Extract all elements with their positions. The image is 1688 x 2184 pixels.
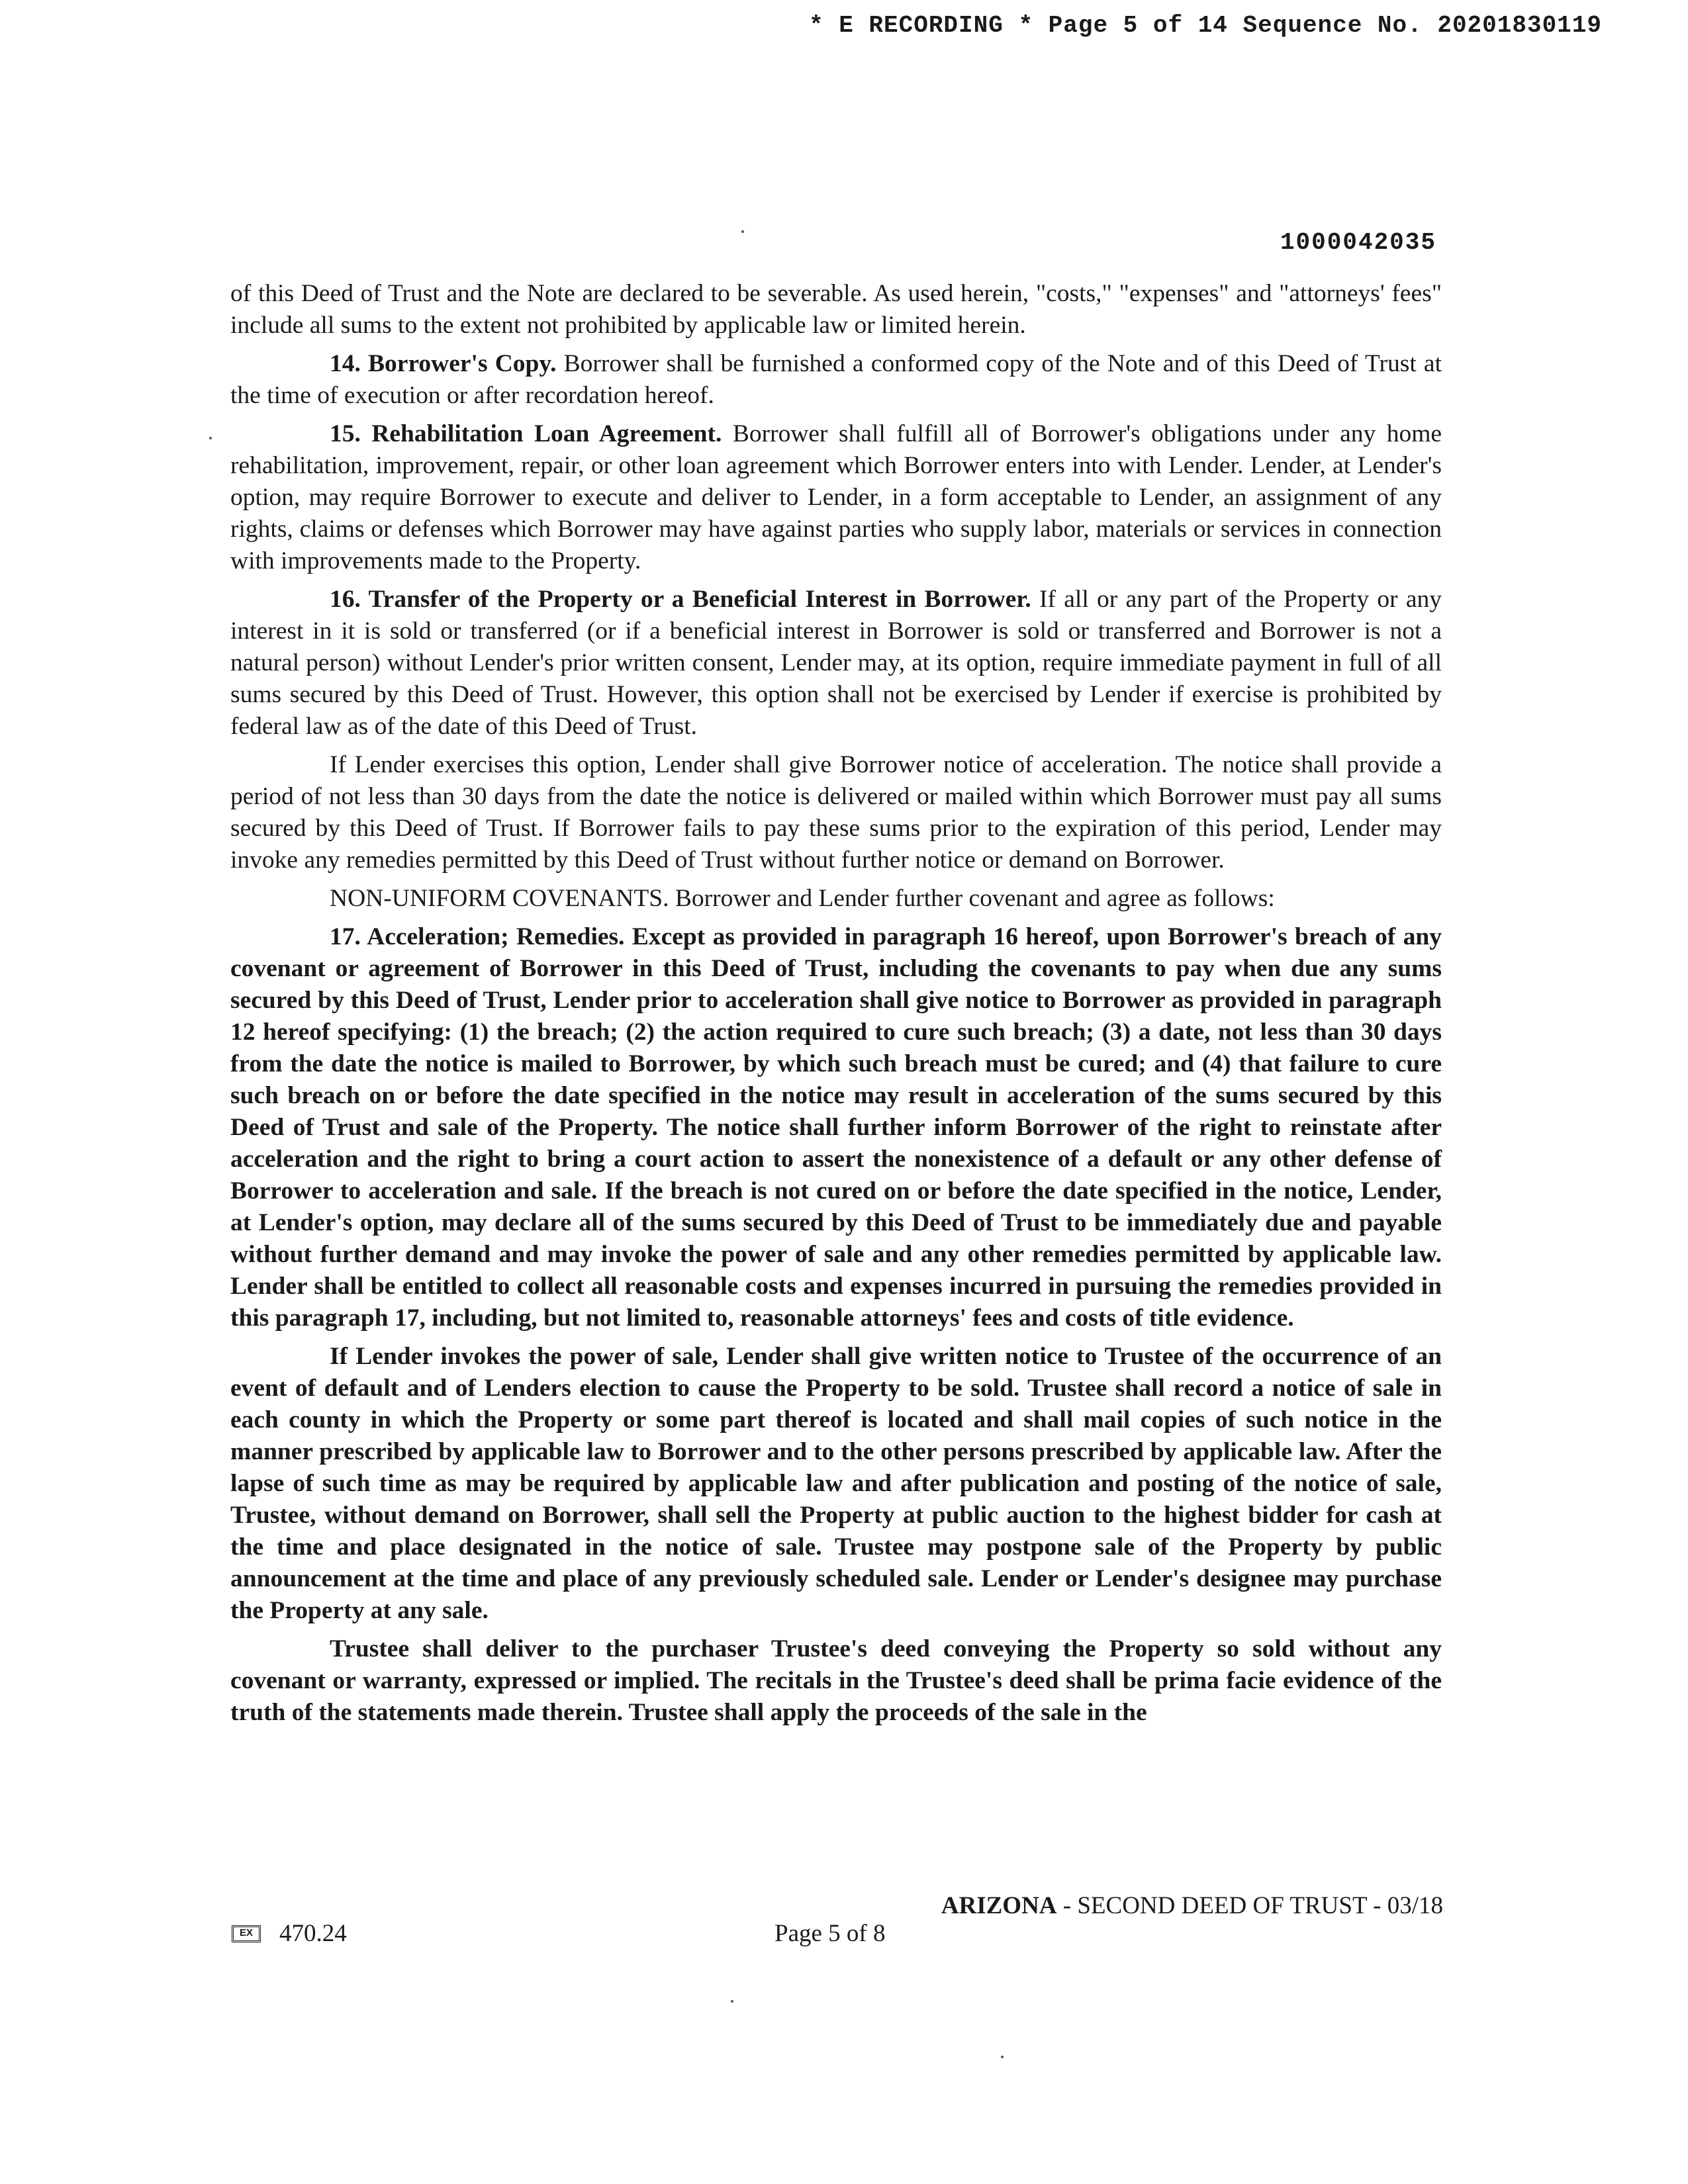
scan-speck (209, 437, 212, 439)
footer-form-number (232, 1919, 347, 1948)
section-15-text: Borrower shall fulfill all of Borrower's obligations under any home rehabilitation, improvement, repair, or other loan agreement which Borrower enters into with Lender. Lender, at Lender's option, may require Borrower to execute and deliver to Lender, in a form acceptable to Lender, an assignment of any rights, claims or defenses which Borrower may have against parties who supply labor, materials or services in connection with improvements made to the Property. (230, 420, 1442, 574)
severability-paragraph: of this Deed of Trust and the Note are declared to be severable. As used herein, "costs," "expenses" and "attorneys' fees" include all sums to the extent not prohibited by applicable law or limited herein. (230, 280, 1442, 339)
document-body (230, 278, 1442, 1735)
non-uniform-covenants: NON-UNIFORM COVENANTS. Borrower and Lender further covenant and agree as follows: (330, 885, 1275, 912)
footer-document-title (941, 1891, 1443, 1920)
form-number: 470.24 (279, 1920, 347, 1947)
section-16-acceleration: If Lender exercises this option, Lender shall give Borrower notice of acceleration. The notice shall provide a period of not less than 30 days from the date the notice is delivered or mailed within which Borrower must pay all sums secured by this Deed of Trust. If Borrower fails to pay these sums prior to the expiration of this period, Lender may invoke any remedies permitted by this Deed of Trust without further notice or demand on Borrower. (230, 751, 1442, 874)
footer-title-text: - SECOND DEED OF TRUST - 03/18 (1056, 1892, 1443, 1919)
section-17-trustee-deed: Trustee shall deliver to the purchaser Trustee's deed conveying the Property so sold without any covenant or warranty, expressed or implied. The recitals in the Trustee's deed shall be prima facie evidence of the truth of the statements made therein. Trustee shall apply the proceeds of the sale in the (230, 1635, 1442, 1726)
section-17-power-of-sale: If Lender invokes the power of sale, Lender shall give written notice to Trustee of the occurrence of an event of default and of Lenders election to cause the Property to be sold. Trustee shall record a notice of sale in each county in which the Property or some part thereof is located and shall mail copies of such notice in the manner prescribed by applicable law to Borrower and to the other persons prescribed by applicable law. After the lapse of such time as may be required by applicable law and after publication and posting of the notice of sale, Trustee, without demand on Borrower, shall sell the Property at public auction to the highest bidder for cash at the time and place designated in the notice of sale. Trustee may postpone sale of the Property by public announcement at the time and place of any previously scheduled sale. Lender or Lender's designee may purchase the Property at any sale. (230, 1343, 1442, 1624)
form-icon: EX (232, 1925, 261, 1942)
section-16-text: If all or any part of the Property or any interest in it is sold or transferred (or if a beneficial interest in Borrower is sold or transferred and Borrower is not a natural person) without Lender's prior written consent, Lender may, at its option, require immediate payment in full of all sums secured by this Deed of Trust. However, this option shall not be exercised by Lender if exercise is prohibited by federal law as of the date of this Deed of Trust. (230, 586, 1442, 740)
section-16-heading: 16. Transfer of the Property or a Beneficial Interest in Borrower. (330, 586, 1031, 613)
scan-speck (731, 2000, 733, 2003)
loan-number: 1000042035 (1280, 229, 1436, 256)
section-14 (230, 348, 1442, 412)
section-14-text: Borrower shall be furnished a conformed copy of the Note and of this Deed of Trust at the time of execution or after recordation hereof. (230, 350, 1442, 409)
section-16 (230, 584, 1442, 743)
section-17: 17. Acceleration; Remedies. Except as provided in paragraph 16 hereof, upon Borrower's breach of any covenant or agreement of Borrower in this Deed of Trust, including the covenants to pay when due any sums secured by this Deed of Trust, Lender prior to acceleration shall give notice to Borrower as provided in paragraph 12 hereof specifying: (1) the breach; (2) the action required to cure such breach; (3) a date, not less than 30 days from the date the notice is mailed to Borrower, by which such breach must be cured; and (4) that failure to cure such breach on or before the date specified in the notice may result in acceleration of the sums secured by this Deed of Trust and sale of the Property. The notice shall further inform Borrower of the right to reinstate after acceleration and the right to bring a court action to assert the nonexistence of a default or any other defense of Borrower to acceleration and sale. If the breach is not cured on or before the date specified in the notice, Lender, at Lender's option, may declare all of the sums secured by this Deed of Trust to be immediately due and payable without further demand and may invoke the power of sale and any other remedies permitted by applicable law. Lender shall be entitled to collect all reasonable costs and expenses incurred in pursuing the remedies provided in this paragraph 17, including, but not limited to, reasonable attorneys' fees and costs of title evidence. (230, 923, 1442, 1332)
recording-stamp: * E RECORDING * Page 5 of 14 Sequence No. 20201830119 (809, 12, 1602, 39)
section-15-heading: 15. Rehabilitation Loan Agreement. (330, 420, 722, 447)
section-15 (230, 418, 1442, 577)
footer-page-number: Page 5 of 8 (774, 1920, 886, 1947)
scan-speck (1001, 2056, 1004, 2058)
section-14-heading: 14. Borrower's Copy. (330, 350, 557, 377)
footer-state: ARIZONA (941, 1892, 1057, 1919)
scan-speck (741, 230, 744, 233)
